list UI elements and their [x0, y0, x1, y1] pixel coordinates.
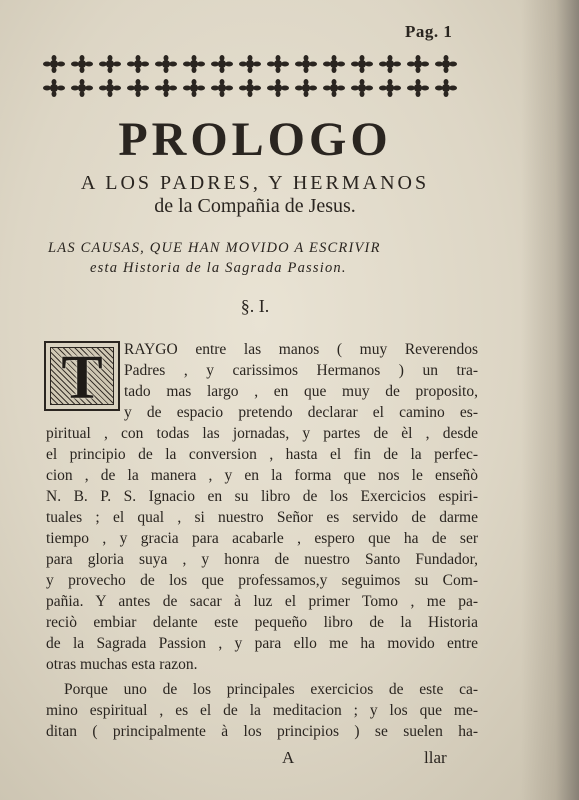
fleuron-icon	[407, 79, 429, 97]
body-line: piritual , con todas las jornadas, y partes de èl , desde	[46, 425, 478, 442]
fleuron-icon	[183, 55, 205, 73]
body-line: reciò embiar delante este pequeño libro de la Historia	[46, 614, 478, 631]
page-title: PROLOGO	[118, 113, 392, 166]
body-line: de la Sagrada Passion , y para ello me ha movido entre	[46, 635, 478, 652]
body-line: tiempo , y gracia para acabarle , espero que ha de ser	[46, 530, 478, 547]
fleuron-icon	[323, 79, 345, 97]
fleuron-icon	[435, 79, 457, 97]
fleuron-icon	[379, 55, 401, 73]
body-line: ditan ( principalmente à los principios ) se suelen ha-	[46, 723, 478, 740]
subtitle-line-2: esta Historia de la Sagrada Passion.	[90, 260, 347, 276]
fleuron-icon	[295, 55, 317, 73]
fleuron-icon	[211, 55, 233, 73]
body-line: tuales ; el qual , si nuestro Señor es servido de darme	[46, 509, 478, 526]
fleuron-icon	[127, 55, 149, 73]
fleuron-band-icon	[40, 52, 460, 102]
fleuron-icon	[239, 79, 261, 97]
catchword: llar	[424, 748, 447, 767]
fleuron-icon	[407, 55, 429, 73]
fleuron-icon	[155, 55, 177, 73]
body-line: pañia. Y antes de sacar à luz el primer Tomo , me pa-	[46, 593, 478, 610]
fleuron-icon	[211, 79, 233, 97]
fleuron-icon	[351, 55, 373, 73]
fleuron-icon	[99, 55, 121, 73]
body-line: y provecho de los que professamos,y seguimos su Com-	[46, 572, 478, 589]
body-line: Padres , y carissimos Hermanos ) un tra-	[124, 362, 478, 379]
fleuron-icon	[239, 55, 261, 73]
fleuron-icon	[295, 79, 317, 97]
body-line: N. B. P. S. Ignacio en su libro de los Exercicios espiri-	[46, 488, 478, 505]
fleuron-icon	[43, 55, 65, 73]
body-line: RAYGO entre las manos ( muy Reverendos	[124, 341, 478, 358]
address-line-1: A LOS PADRES, Y HERMANOS	[80, 172, 430, 194]
page-number: Pag. 1	[405, 22, 453, 41]
fleuron-icon	[435, 55, 457, 73]
body-line: tado mas largo , en que muy de proposito,	[124, 383, 478, 400]
fleuron-icon	[267, 55, 289, 73]
fleuron-icon	[71, 55, 93, 73]
signature-mark: A	[282, 748, 295, 767]
body-line: y de espacio pretendo declarar el camino es-	[124, 404, 478, 421]
body-line: otras muchas esta razon.	[46, 656, 198, 673]
body-line: para gloria suya , y honra de nuestro Santo Fundador,	[46, 551, 478, 568]
fleuron-icon	[127, 79, 149, 97]
section-heading: §. I.	[240, 296, 270, 316]
fleuron-icon	[379, 79, 401, 97]
address-line-2: de la Compañia de Jesus.	[154, 195, 356, 217]
fleuron-icon	[71, 79, 93, 97]
fleuron-icon	[323, 55, 345, 73]
fleuron-icon	[155, 79, 177, 97]
fleuron-icon	[351, 79, 373, 97]
body-line: Porque uno de los principales exercicios de este ca-	[64, 681, 478, 698]
drop-cap	[44, 341, 120, 411]
page-edge-shadow	[521, 0, 579, 800]
fleuron-icon	[267, 79, 289, 97]
body-line: mino espiritual , es el de la meditacion ; y los que me-	[46, 702, 478, 719]
subtitle	[48, 238, 508, 278]
subtitle-line-1: LAS CAUSAS, QUE HAN MOVIDO A ESCRIVIR	[48, 240, 381, 256]
body-line: cion , de la manera , y en la forma que nos le enseñò	[46, 467, 478, 484]
fleuron-icon	[183, 79, 205, 97]
fleuron-icon	[43, 79, 65, 97]
drop-cap-letter: T	[61, 344, 103, 412]
body-line: el principio de la conversion , hasta el fin de la perfec-	[46, 446, 478, 463]
fleuron-icon	[99, 79, 121, 97]
